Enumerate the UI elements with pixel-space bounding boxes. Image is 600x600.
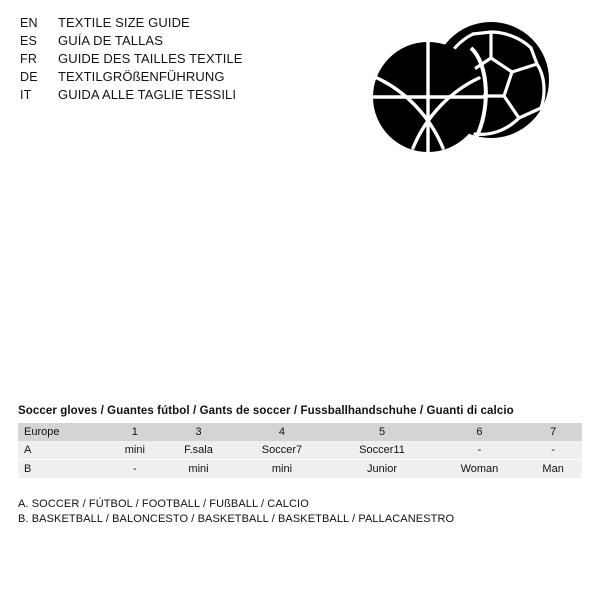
- table-header-cell-europe: Europe: [18, 423, 107, 441]
- language-code-it: IT: [20, 88, 32, 102]
- table-row: [18, 441, 582, 460]
- table-header-row: [18, 423, 582, 441]
- size-table: [18, 423, 582, 479]
- table-cell-b-1: -: [107, 460, 162, 479]
- language-text-fr: GUIDE DES TAILLES TEXTILE: [58, 51, 243, 66]
- language-row-en: [20, 14, 350, 32]
- legend-line-b: B. BASKETBALL / BALONCESTO / BASKETBALL / BASKETBALL / PALLACANESTRO: [18, 513, 455, 525]
- size-table-section: [18, 405, 582, 527]
- language-code-fr: FR: [20, 52, 38, 66]
- language-list: [20, 14, 350, 104]
- table-row-label-a: A: [18, 441, 107, 460]
- table-row-label-b: B: [18, 460, 107, 479]
- table-cell-a-4: Soccer7: [235, 441, 330, 460]
- language-text-es: GUÍA DE TALLAS: [58, 33, 163, 48]
- table-cell-a-1: mini: [107, 441, 162, 460]
- table-row: [18, 460, 582, 479]
- table-cell-b-4: mini: [235, 460, 330, 479]
- table-header-cell-4: 4: [235, 423, 330, 441]
- table-header-cell-1: 1: [107, 423, 162, 441]
- table-cell-b-5: Junior: [329, 460, 434, 479]
- language-row-fr: [20, 50, 350, 68]
- table-cell-b-7: Man: [524, 460, 582, 479]
- table-cell-b-3: mini: [162, 460, 234, 479]
- legend: [18, 497, 582, 527]
- language-row-de: [20, 68, 350, 86]
- language-text-en: TEXTILE SIZE GUIDE: [58, 15, 190, 30]
- table-cell-b-6: Woman: [435, 460, 525, 479]
- language-code-en: EN: [20, 16, 38, 30]
- language-row-es: [20, 32, 350, 50]
- table-header-cell-6: 6: [435, 423, 525, 441]
- table-title: Soccer gloves / Guantes fútbol / Gants de soccer / Fussballhandschuhe / Guanti di calcio: [18, 405, 514, 417]
- table-header-cell-3: 3: [162, 423, 234, 441]
- table-cell-a-7: -: [524, 441, 582, 460]
- table-cell-a-6: -: [435, 441, 525, 460]
- ball-illustration: [355, 18, 560, 168]
- language-code-de: DE: [20, 70, 38, 84]
- language-row-it: [20, 86, 350, 104]
- legend-line-a: A. SOCCER / FÚTBOL / FOOTBALL / FUßBALL / CALCIO: [18, 498, 309, 510]
- language-code-es: ES: [20, 34, 38, 48]
- language-text-de: TEXTILGRÖßENFÜHRUNG: [58, 69, 225, 84]
- table-header-cell-5: 5: [329, 423, 434, 441]
- language-text-it: GUIDA ALLE TAGLIE TESSILI: [58, 87, 237, 102]
- table-header-cell-7: 7: [524, 423, 582, 441]
- table-cell-a-5: Soccer11: [329, 441, 434, 460]
- table-cell-a-3: F.sala: [162, 441, 234, 460]
